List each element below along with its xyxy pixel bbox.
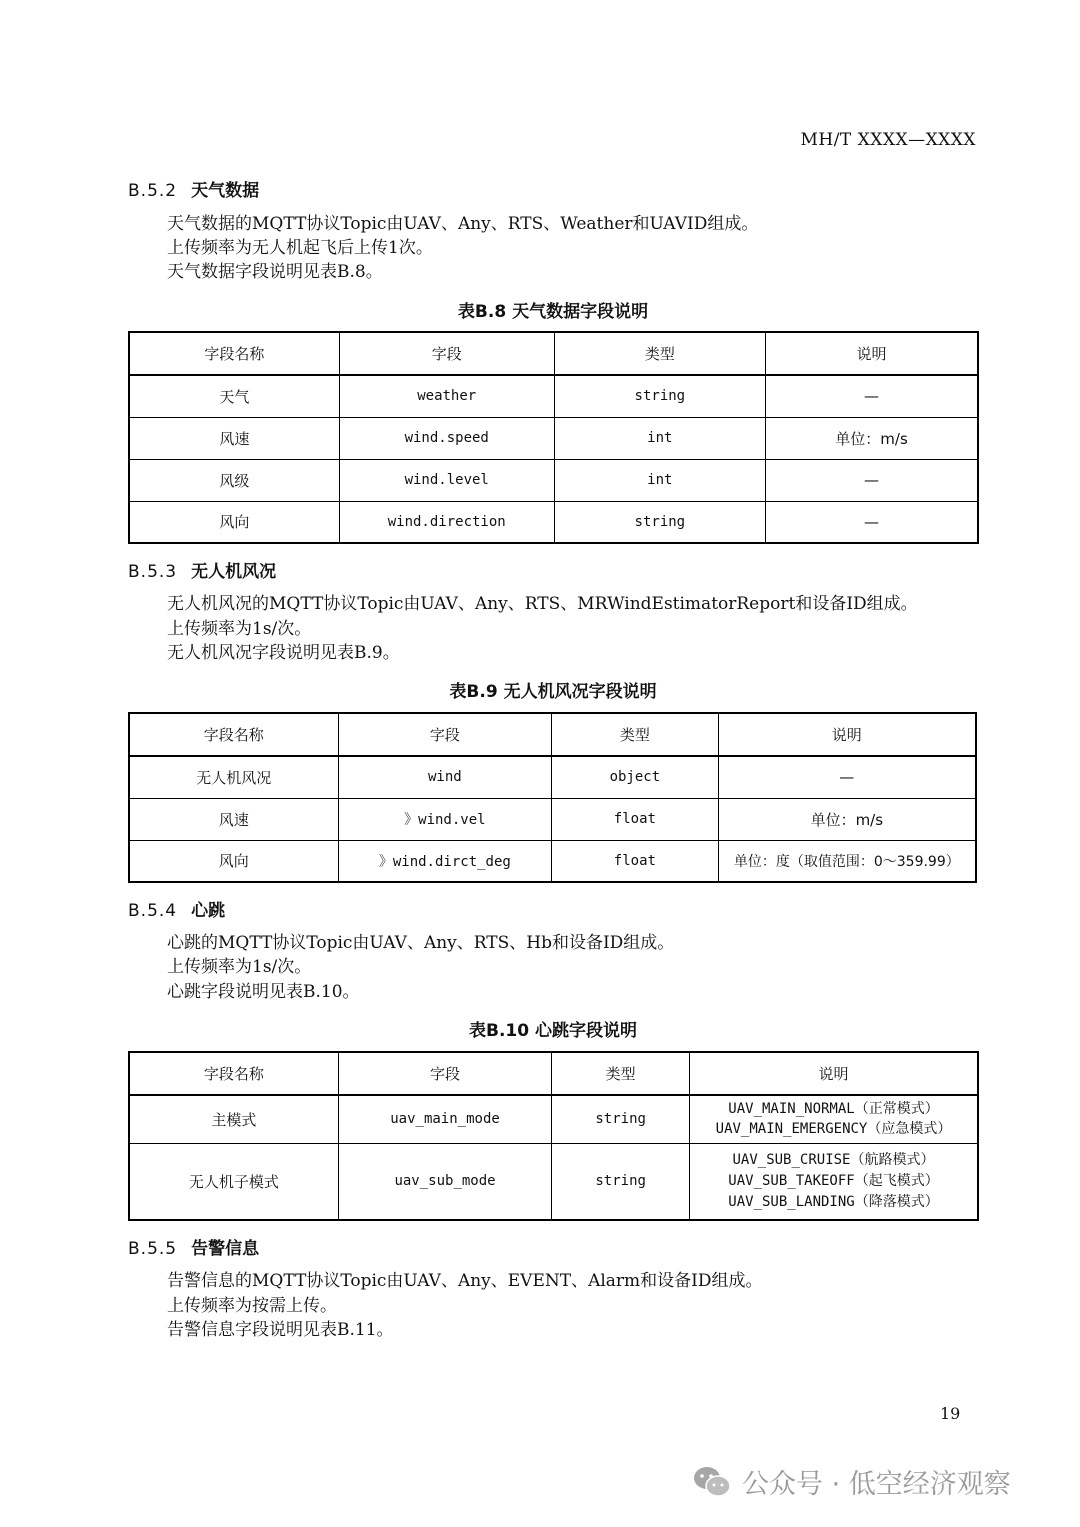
header-cell: 字段名称 [129, 332, 339, 375]
table-row [129, 1143, 978, 1220]
table-header-row [129, 1052, 978, 1095]
cell-desc: 单位：m/s [766, 417, 978, 459]
header-cell: 说明 [690, 1052, 979, 1095]
paragraph: 上传频率为无人机起飞后上传1次。 [167, 238, 433, 258]
section-heading-b55 [128, 1234, 259, 1259]
cell-desc: — [766, 459, 978, 501]
table-header-row [129, 332, 978, 375]
header-cell: 字段名称 [129, 1052, 338, 1095]
header-cell: 类型 [552, 1052, 690, 1095]
table-header-row [129, 713, 976, 756]
section-number: B.5.3 [128, 562, 178, 582]
cell-field: 》wind.vel [338, 798, 552, 840]
cell-type: float [552, 840, 718, 882]
cell-type: float [552, 798, 718, 840]
cell-field-name: 风向 [129, 501, 339, 543]
section-heading-b54 [128, 896, 225, 921]
table-row [129, 375, 978, 417]
section-heading-b52 [128, 176, 259, 201]
paragraph: 上传频率为1s/次。 [167, 957, 312, 977]
cell-field: uav_sub_mode [338, 1143, 552, 1220]
table-row [129, 459, 978, 501]
paragraph: 无人机风况的MQTT协议Topic由UAV、Any、RTS、MRWindEstimatorReport和设备ID组成。 [167, 594, 918, 614]
header-cell: 字段 [339, 332, 554, 375]
table-caption-b9: 表B.9 无人机风况字段说明 [449, 682, 657, 702]
cell-desc: 单位：度（取值范围：0～359.99） [718, 840, 976, 882]
paragraph: 天气数据字段说明见表B.8。 [167, 262, 383, 282]
cell-field: wind [338, 756, 552, 798]
cell-field: wind.level [339, 459, 554, 501]
watermark-text: 公众号 · 低空经济观察 [742, 1469, 1011, 1500]
section-title: 无人机风况 [191, 562, 277, 582]
header-cell: 说明 [766, 332, 978, 375]
table-row [129, 798, 976, 840]
cell-type: int [554, 417, 765, 459]
watermark [692, 1462, 1011, 1501]
paragraph: 告警信息字段说明见表B.11。 [167, 1320, 394, 1340]
table-row [129, 417, 978, 459]
desc-line: UAV_SUB_TAKEOFF（起飞模式） [728, 1172, 939, 1189]
document-code: MH/T XXXX—XXXX [800, 130, 976, 150]
table-row [129, 756, 976, 798]
cell-field: wind.direction [339, 501, 554, 543]
cell-field-name: 无人机子模式 [129, 1143, 338, 1220]
desc-line: UAV_MAIN_NORMAL（正常模式） [728, 1101, 939, 1118]
section-number: B.5.4 [128, 901, 178, 921]
section-title: 心跳 [191, 901, 226, 921]
cell-field-name: 无人机风况 [129, 756, 338, 798]
cell-desc [690, 1095, 979, 1143]
header-cell: 类型 [554, 332, 765, 375]
paragraph: 心跳的MQTT协议Topic由UAV、Any、RTS、Hb和设备ID组成。 [167, 933, 675, 953]
page-number: 19 [940, 1404, 961, 1423]
desc-line: UAV_SUB_LANDING（降落模式） [728, 1193, 939, 1210]
table-b8 [128, 331, 979, 544]
cell-field-name: 风向 [129, 840, 338, 882]
section-title: 天气数据 [191, 181, 260, 201]
paragraph: 上传频率为1s/次。 [167, 619, 312, 639]
section-number: B.5.5 [128, 1239, 178, 1259]
paragraph: 无人机风况字段说明见表B.9。 [167, 643, 400, 663]
header-cell: 字段 [338, 1052, 552, 1095]
cell-type: object [552, 756, 718, 798]
section-number: B.5.2 [128, 181, 178, 201]
cell-field: weather [339, 375, 554, 417]
cell-field: 》wind.dirct_deg [338, 840, 552, 882]
cell-field-name: 天气 [129, 375, 339, 417]
cell-field: wind.speed [339, 417, 554, 459]
paragraph: 心跳字段说明见表B.10。 [167, 982, 360, 1002]
paragraph: 上传频率为按需上传。 [167, 1296, 337, 1316]
table-b10 [128, 1051, 979, 1221]
cell-desc: — [766, 501, 978, 543]
table-row [129, 840, 976, 882]
cell-desc: — [718, 756, 976, 798]
header-cell: 说明 [718, 713, 976, 756]
cell-desc: 单位：m/s [718, 798, 976, 840]
cell-type: int [554, 459, 765, 501]
table-row [129, 501, 978, 543]
header-cell: 字段名称 [129, 713, 338, 756]
cell-desc: — [766, 375, 978, 417]
section-heading-b53 [128, 557, 276, 582]
cell-field: uav_main_mode [338, 1095, 552, 1143]
cell-field-name: 风速 [129, 798, 338, 840]
cell-field-name: 风级 [129, 459, 339, 501]
table-row [129, 1095, 978, 1143]
header-cell: 类型 [552, 713, 718, 756]
cell-field-name: 主模式 [129, 1095, 338, 1143]
paragraph: 天气数据的MQTT协议Topic由UAV、Any、RTS、Weather和UAVID组成。 [167, 214, 759, 234]
desc-line: UAV_MAIN_EMERGENCY（应急模式） [715, 1121, 952, 1138]
cell-type: string [554, 375, 765, 417]
cell-field-name: 风速 [129, 417, 339, 459]
cell-desc [690, 1143, 979, 1220]
wechat-icon [692, 1465, 732, 1499]
cell-type: string [552, 1095, 690, 1143]
cell-type: string [554, 501, 765, 543]
header-cell: 字段 [338, 713, 552, 756]
cell-type: string [552, 1143, 690, 1220]
paragraph: 告警信息的MQTT协议Topic由UAV、Any、EVENT、Alarm和设备ID组成。 [167, 1271, 763, 1291]
table-caption-b10: 表B.10 心跳字段说明 [469, 1021, 637, 1041]
table-b9 [128, 712, 977, 883]
section-title: 告警信息 [191, 1239, 260, 1259]
desc-line: UAV_SUB_CRUISE（航路模式） [732, 1151, 935, 1168]
table-caption-b8: 表B.8 天气数据字段说明 [457, 302, 649, 322]
